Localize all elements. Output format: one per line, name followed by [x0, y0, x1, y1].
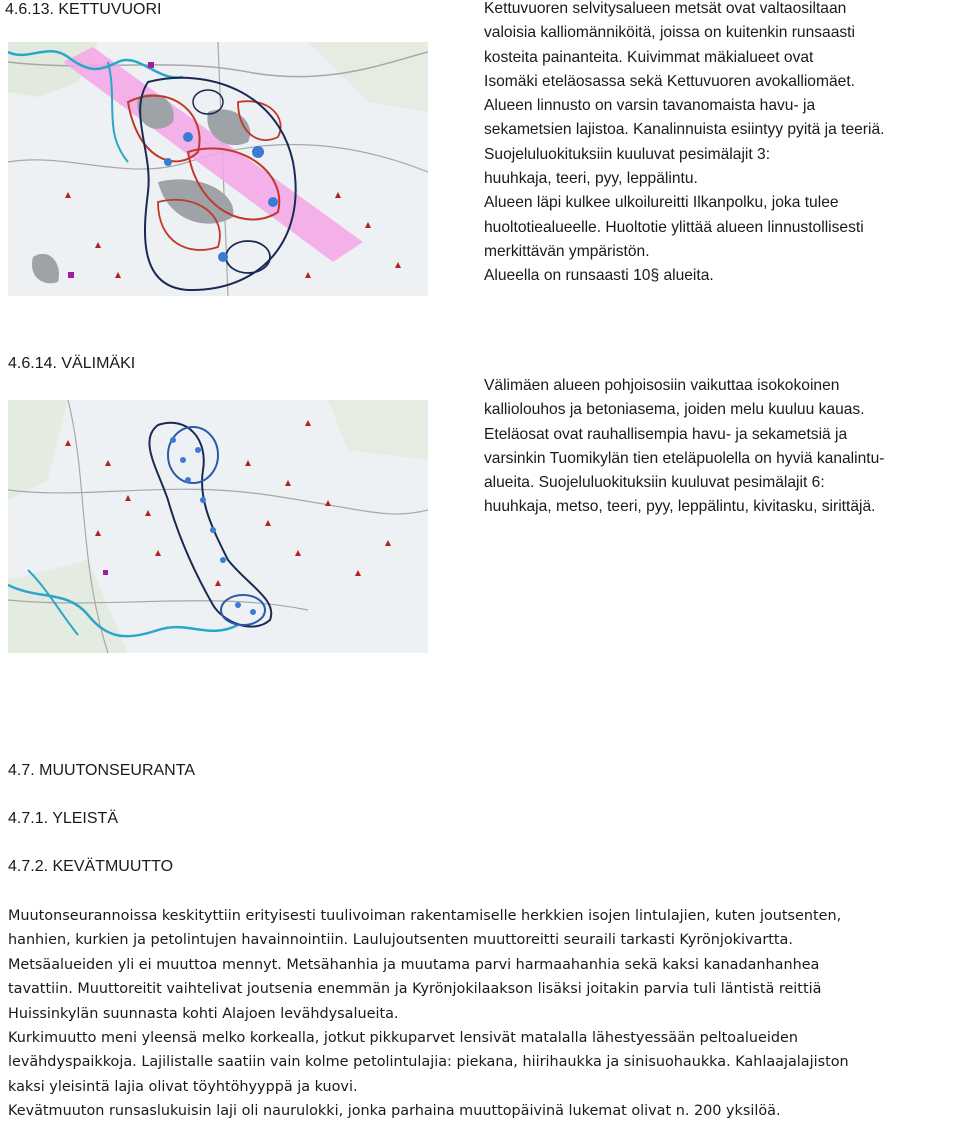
text-line: alueita. Suojeluluokituksiin kuuluvat pesimälajit 6: — [484, 474, 825, 492]
section-heading-valimaki: 4.6.14. VÄLIMÄKI — [8, 355, 136, 372]
text-line: Isomäki eteläosassa sekä Kettuvuoren avokalliomäet. — [484, 72, 855, 90]
map-kettuvuori — [8, 42, 428, 296]
text-line: kaksi yleisintä lajia olivat töyhtöhyyppä ja kuovi. — [8, 1078, 358, 1095]
text-line: Alueen linnusto on varsin tavanomaista havu- ja — [484, 97, 816, 115]
text-line: varsinkin Tuomikylän tien eteläpuolella on hyviä kanalintu- — [484, 449, 885, 467]
text-line: levähdyspaikkoja. Lajilistalle saatiin vain kolme petolintulajia: piekana, hiirihaukka ja sinisuohaukka. Kahlaajalajiston — [8, 1054, 849, 1071]
text-line: Suojeluluokituksiin kuuluvat pesimälajit 3: — [484, 145, 771, 163]
text-line: huoltotiealueelle. Huoltotie ylittää alueen linnustollisesti — [484, 218, 864, 236]
section-heading-muutonseuranta: 4.7. MUUTONSEURANTA — [8, 762, 195, 779]
paragraph-kettuvuori — [484, 0, 884, 289]
section-heading-kevatmuutto: 4.7.2. KEVÄTMUUTTO — [8, 858, 174, 875]
section-heading-kettuvuori: 4.6.13. KETTUVUORI — [5, 1, 162, 18]
text-line: Alueen läpi kulkee ulkoilureitti Ilkanpolku, joka tulee — [484, 194, 839, 212]
section-heading-yleista: 4.7.1. YLEISTÄ — [8, 810, 118, 827]
text-line: Eteläosat ovat rauhallisempia havu- ja sekametsiä ja — [484, 425, 848, 443]
text-line: Metsäalueiden yli ei muuttoa mennyt. Metsähanhia ja muutama parvi harmaahanhia sekä kaksi kanadanhanhea — [8, 956, 820, 973]
text-line: tavattiin. Muuttoreitit vaihtelivat joutsenia enemmän ja Kyrönjokilaakson lisäksi joitakin parvia tuli läntistä reittiä — [8, 981, 822, 998]
paragraph-kevatmuutto — [8, 904, 953, 1124]
text-line: hanhien, kurkien ja petolintujen havainnointiin. Laulujoutsenten muuttoreitti seuraili tarkasti Kyrönjokivartta. — [8, 932, 793, 949]
text-line: huuhkaja, metso, teeri, pyy, leppälintu, kivitasku, sirittäjä. — [484, 498, 876, 516]
text-line: Alueella on runsaasti 10§ alueita. — [484, 267, 714, 285]
text-line: Huissinkylän suunnasta kohti Alajoen levähdysalueita. — [8, 1005, 399, 1022]
text-line: Muutonseurannoissa keskityttiin erityisesti tuulivoiman rakentamiselle herkkien isojen lintulajien, kuten joutsenten, — [8, 908, 842, 924]
text-line: Kevätmuuton runsaslukuisin laji oli naurulokki, jonka parhaina muuttopäivinä lukemat olivat n. 200 yksilöä. — [8, 1103, 781, 1120]
text-line: sekametsien lajistoa. Kanalinnuista esiintyy pyitä ja teeriä. — [484, 121, 885, 139]
text-line: Välimäen alueen pohjoisosiin vaikuttaa isokokoinen — [484, 377, 840, 394]
text-line: kalliolouhos ja betoniasema, joiden melu kuuluu kauas. — [484, 401, 865, 419]
text-line: Kettuvuoren selvitysalueen metsät ovat valtaosiltaan — [484, 0, 847, 17]
text-line: Kurkimuutto meni yleensä melko korkealla, jotkut pikkuparvet lensivät matalalla lähestyessään peltoalueiden — [8, 1030, 798, 1047]
map-valimaki — [8, 400, 428, 653]
text-line: valoisia kalliomänniköitä, joissa on kuitenkin runsaasti — [484, 24, 855, 42]
text-line: merkittävän ympäristön. — [484, 242, 650, 260]
paragraph-valimaki — [484, 374, 884, 520]
text-line: huuhkaja, teeri, pyy, leppälintu. — [484, 170, 698, 188]
text-line: kosteita painanteita. Kuivimmat mäkialueet ovat — [484, 48, 814, 66]
